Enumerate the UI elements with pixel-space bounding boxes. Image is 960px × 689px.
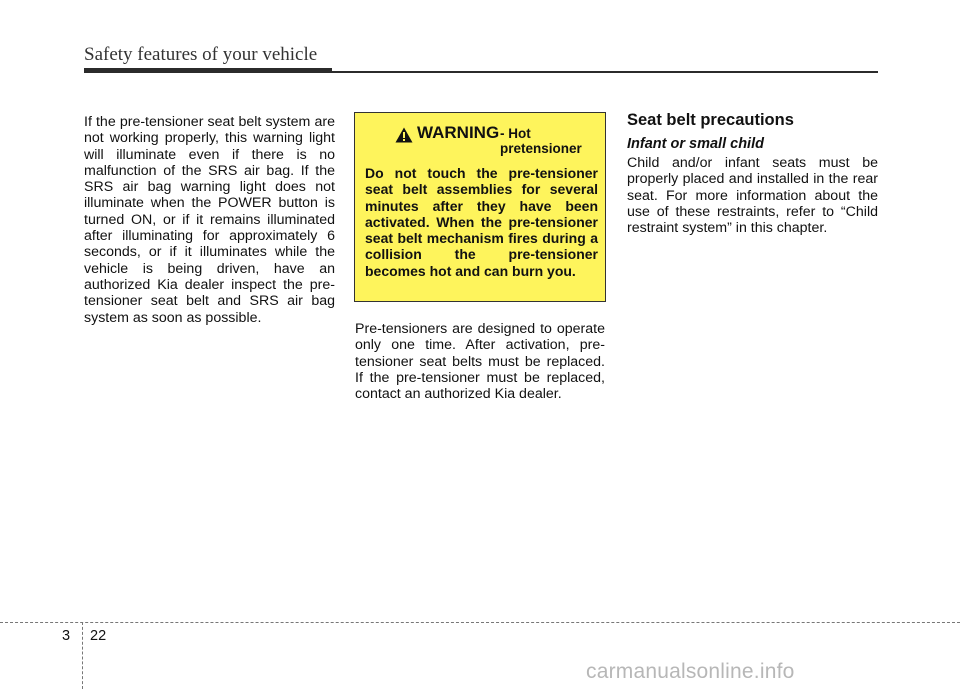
middle-paragraph: Pre-tensioners are designed to operate only one time. After activation, pre-tensioner seat belts must be replaced. If the pre-tensioner must be replaced, contact an authorized Kia dealer. [355,321,605,403]
warning-header [355,123,605,163]
column-middle [355,321,605,402]
left-paragraph: If the pre-tensioner seat belt system are not working properly, this warning light will illuminate even if there is no malfunction of the SRS air bag. If the SRS air bag warning light does not illuminate when the POWER button is turned ON, or if it remains illuminated after illuminating for approximately 6 seconds, or if it illuminates while the vehicle is being driven, have an authorized Kia dealer inspect the pre-tensioner seat belt and SRS air bag system as soon as possible. [84,114,335,326]
warning-box [354,112,606,302]
warning-heading: WARNING [417,123,500,142]
right-paragraph: Child and/or infant seats must be properly placed and installed in the rear seat. For more information about the use of these restraints, refer to “Child restraint system” in this chapter. [627,155,878,237]
watermark: carmanualsonline.info [586,660,795,683]
subsection-title: Infant or small child [627,136,764,152]
warning-subheading: - Hot pretensioner [500,126,582,156]
warning-text: Do not touch the pre-tensioner seat belt assemblies for several minutes after they have been activated. When the pre-tensioner seat belt mechanism fires during a collision the pre-tensioner becomes hot and can burn you. [365,165,598,279]
page-number: 22 [90,628,107,644]
warning-triangle-icon [395,127,413,143]
column-left [84,114,335,326]
column-right [627,155,878,236]
header-rule-thin [332,71,878,73]
footer-vertical-rule [82,622,83,689]
section-title: Seat belt precautions [627,111,794,129]
header-title: Safety features of your vehicle [84,44,318,65]
page-section-number: 3 [62,628,71,644]
footer-rule [0,622,960,623]
header-rule-thick [84,68,332,73]
